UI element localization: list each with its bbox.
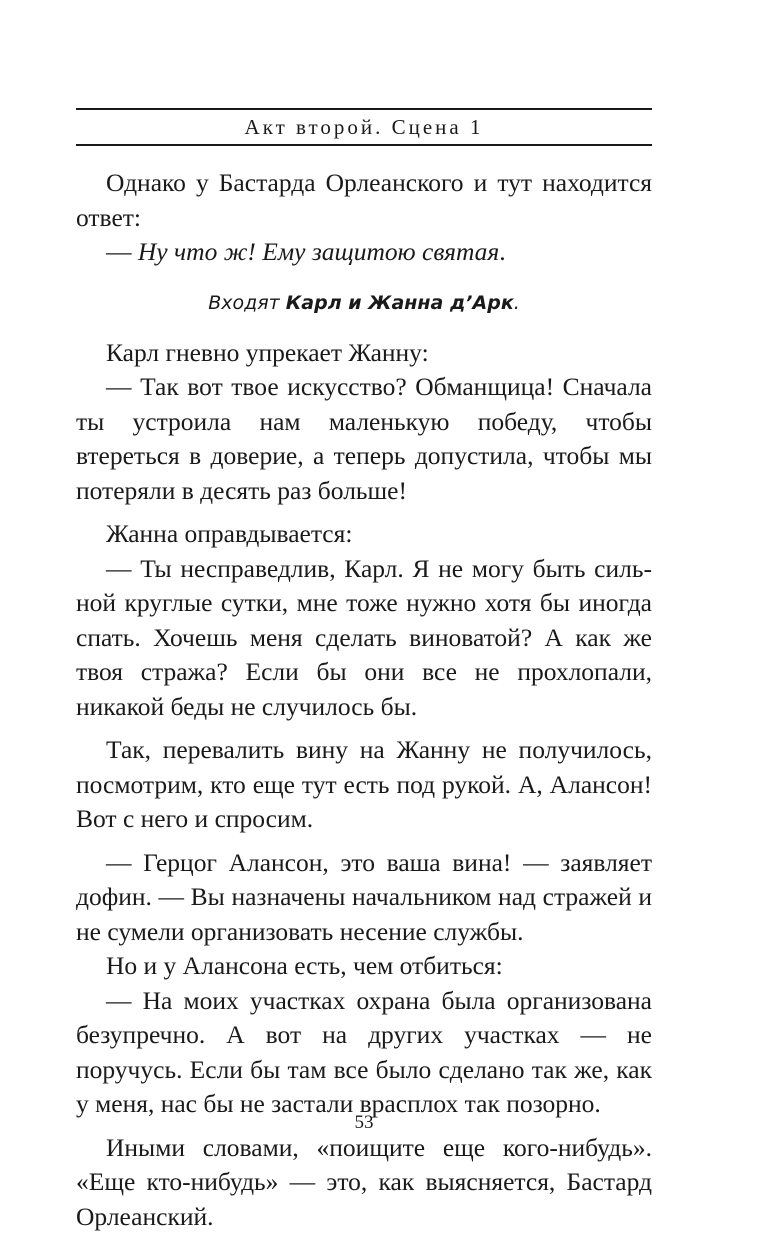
paragraph-11: Иными словами, «поищите еще кого-нибудь». «Еще кто-нибудь» — это, как выясняется, Бастард Орлеанский. bbox=[76, 1132, 652, 1231]
stage-suffix: . bbox=[513, 291, 520, 314]
page-number: 53 bbox=[354, 1112, 374, 1133]
paragraph-5: Жанна оправдывается: bbox=[106, 519, 353, 548]
header-bottom-rule bbox=[76, 144, 652, 146]
stage-direction bbox=[76, 288, 652, 318]
quote-line bbox=[76, 235, 652, 270]
paragraph-7: Так, перевалить вину на Жанну не получилось, посмотрим, кто еще тут есть под рукой. А, Алансон! Вот с него и спросим. bbox=[76, 735, 652, 833]
paragraph-6: — Ты несправедлив, Карл. Я не могу быть сильной круглые сутки, мне тоже нужно хотя бы иногда спать. Хочешь меня сделать виноватой? А как же твоя стража? Если бы они все не прохлопали, никакой беды не случилось бы. bbox=[76, 553, 652, 721]
stage-characters: Карл и Жанна д’Арк bbox=[285, 291, 514, 314]
paragraph-3: Карл гневно упрекает Жанну: bbox=[106, 337, 429, 367]
quote-end: . bbox=[499, 237, 506, 266]
quote-dash: — bbox=[106, 237, 138, 266]
header-top-rule bbox=[76, 108, 652, 110]
paragraph-4: — Так вот твое искусство? Обманщица! Сначала ты устроила нам маленькую победу, чтобы втереться в доверие, а теперь допустила, чтобы мы потеряли в десять раз больше! bbox=[76, 372, 652, 505]
paragraph-9: Но и у Алансона есть, чем отбиться: bbox=[106, 951, 503, 980]
paragraph-10: — На моих участках охрана была организована безупречно. А вот на других участках — не поручусь. Если бы там все было сделано так же, как у меня, нас бы не застали врасплох так позорно. bbox=[76, 985, 652, 1118]
stage-prefix: Входят bbox=[208, 291, 286, 314]
paragraph-1: Однако у Бастарда Орлеанского и тут находится ответ: bbox=[76, 168, 652, 232]
quote-italic: Ну что ж! Ему защитою святая bbox=[137, 237, 500, 266]
page-body bbox=[76, 166, 652, 1234]
running-header: Акт второй. Сцена 1 bbox=[244, 115, 484, 139]
paragraph-8: — Герцог Алансон, это ваша вина! — заявляет дофин. — Вы назначены начальником над стражей и не сумели организовать несение службы. bbox=[76, 847, 652, 946]
